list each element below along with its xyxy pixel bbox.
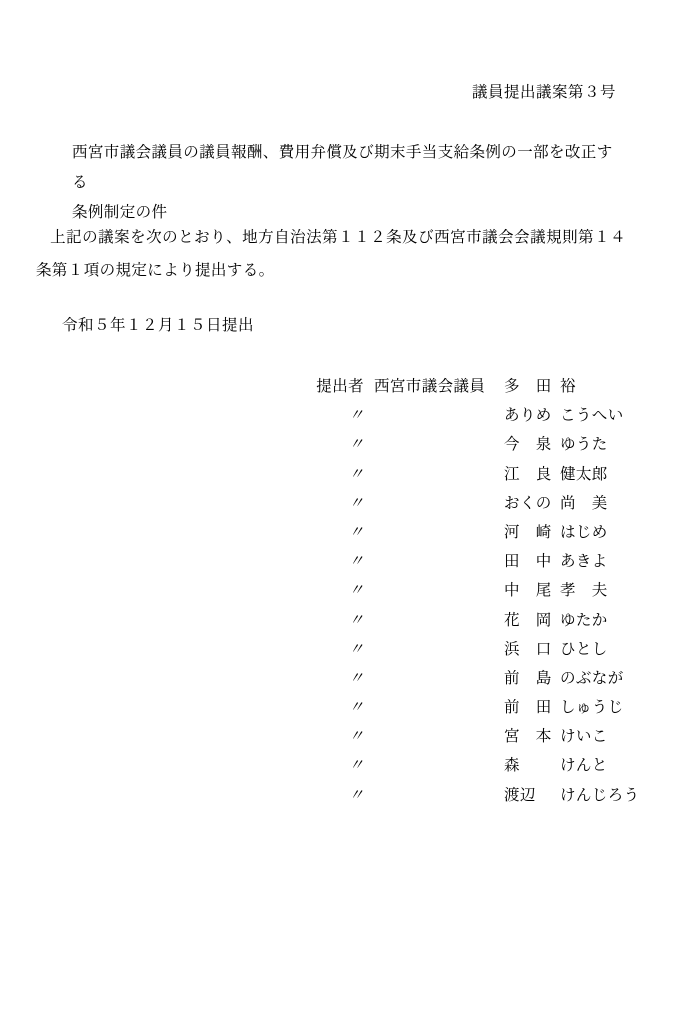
signer-family-name: 前 島	[504, 669, 552, 687]
signer-given-name: ゆたか	[560, 611, 608, 629]
proposer-label: 提出者	[316, 378, 364, 395]
signer-name	[498, 637, 664, 659]
signer-given-name: 尚 美	[560, 494, 608, 512]
signer-row	[0, 403, 678, 432]
signer-family-name: 花 岡	[504, 611, 552, 629]
signer-row	[0, 783, 678, 812]
ditto-mark: 〃	[348, 699, 364, 717]
signer-family-name: 河 崎	[504, 523, 552, 541]
signer-given-name: こうへい	[560, 407, 624, 425]
signer-row	[0, 608, 678, 637]
ditto-mark: 〃	[348, 640, 364, 658]
signer-family-name: 多 田	[504, 378, 552, 395]
signer-name	[498, 578, 664, 600]
signer-given-name: 裕	[560, 378, 586, 395]
ditto-mark: 〃	[348, 465, 364, 483]
signer-given-name: けいこ	[560, 728, 608, 746]
signer-given-name: 健太郎	[560, 465, 608, 483]
signer-family-name: ありめ	[504, 407, 552, 425]
ditto-mark: 〃	[348, 582, 364, 600]
ditto-mark: 〃	[348, 757, 364, 775]
signer-name	[498, 462, 664, 484]
signer-list	[0, 374, 678, 812]
signer-row	[0, 549, 678, 578]
signer-family-name: 浜 口	[504, 640, 552, 658]
ditto-mark: 〃	[348, 728, 364, 746]
ditto-mark: 〃	[348, 611, 364, 629]
signer-name	[498, 608, 664, 630]
signer-family-name: 今 泉	[504, 436, 552, 454]
signer-family-name: おくの	[504, 494, 552, 512]
signer-name	[498, 783, 664, 805]
signer-name	[498, 724, 664, 746]
signer-row	[0, 695, 678, 724]
signer-row	[0, 374, 678, 403]
document-title	[72, 138, 618, 229]
ditto-mark: 〃	[348, 523, 364, 541]
body-text: 上記の議案を次のとおり、地方自治法第１１２条及び西宮市議会会議規則第１４条第１項の規定により提出する。	[36, 229, 626, 279]
signer-name	[498, 549, 664, 571]
signer-family-name: 渡辺	[504, 786, 536, 804]
signer-name	[498, 520, 664, 542]
signer-given-name: 孝 夫	[560, 582, 608, 600]
ditto-mark: 〃	[348, 494, 364, 512]
signer-given-name: ゆうた	[560, 436, 608, 454]
signer-family-name: 前 田	[504, 699, 552, 717]
ditto-mark: 〃	[348, 553, 364, 571]
signer-name	[498, 432, 664, 454]
signer-row	[0, 578, 678, 607]
signer-row	[0, 491, 678, 520]
signer-row	[0, 462, 678, 491]
signer-row	[0, 637, 678, 666]
signer-name	[498, 491, 664, 513]
signer-row	[0, 666, 678, 695]
signer-name	[498, 374, 664, 396]
document-number: 議員提出議案第３号	[471, 84, 616, 101]
signer-given-name: あきよ	[560, 553, 608, 571]
signer-family-name: 森	[504, 757, 520, 775]
signer-role: 西宮市議会議員	[374, 378, 486, 395]
ditto-mark: 〃	[348, 669, 364, 687]
signer-given-name: しゅうじ	[560, 699, 624, 717]
signer-name	[498, 403, 664, 425]
submission-date: 令和５年１２月１５日提出	[62, 317, 255, 334]
document-body	[36, 222, 626, 287]
signer-row	[0, 432, 678, 461]
signer-given-name: のぶなが	[560, 669, 624, 687]
document-title-line-2: 条例制定の件	[72, 204, 168, 222]
ditto-mark: 〃	[348, 436, 364, 454]
signer-given-name: ひとし	[560, 640, 608, 658]
signer-given-name: はじめ	[560, 523, 608, 541]
signer-row	[0, 753, 678, 782]
signer-row	[0, 520, 678, 549]
signer-name	[498, 753, 664, 775]
ditto-mark: 〃	[348, 407, 364, 425]
signer-family-name: 宮 本	[504, 728, 552, 746]
signer-given-name: けんじろう	[560, 786, 640, 804]
signer-family-name: 中 尾	[504, 582, 552, 600]
signer-row	[0, 724, 678, 753]
signer-family-name: 江 良	[504, 465, 552, 483]
signer-family-name: 田 中	[504, 553, 552, 571]
signer-given-name: けんと	[560, 757, 608, 775]
signer-name	[498, 695, 664, 717]
signer-name	[498, 666, 664, 688]
ditto-mark: 〃	[348, 786, 364, 804]
document-title-line-1: 西宮市議会議員の議員報酬、費用弁償及び期末手当支給条例の一部を改正する	[72, 144, 613, 192]
